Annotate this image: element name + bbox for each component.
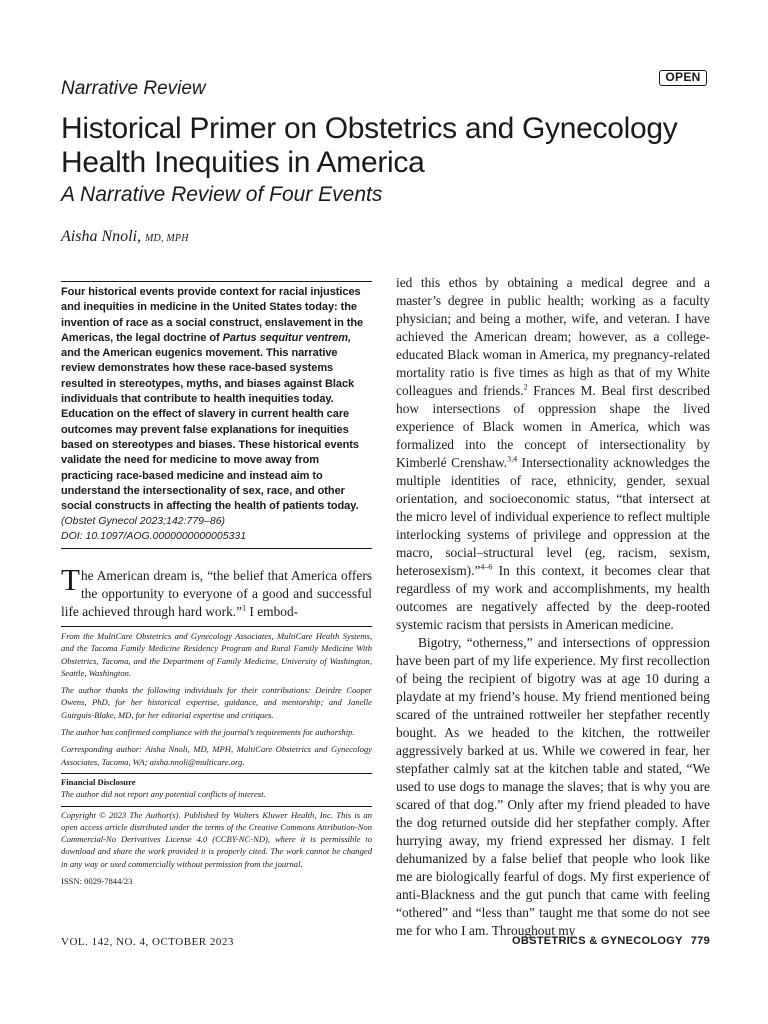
body-column-right bbox=[396, 274, 710, 940]
abstract-top-rule bbox=[61, 281, 372, 282]
journal-citation: (Obstet Gynecol 2023;142:779–86) bbox=[61, 515, 226, 527]
copyright-notice: Copyright © 2023 The Author(s). Published by Wolters Kluwer Health, Inc. This is an open access article distributed under the terms of the Creative Commons Attribution-Non Commercial-No Derivatives License 4.0 (CCBY-NC-ND), where it is permissible to download and share the work provided it is properly cited. The work cannot be changed in any way or used commercially without permission from the journal. bbox=[61, 809, 372, 869]
disclosure-rule bbox=[61, 773, 372, 774]
body-text: Intersectionality acknowledges the multiple identities of race, ethnicity, gender, sexual orientation, and socioeconomic status, “that intersect at the micro level of individual experience to reflect multiple interlocking systems of privilege and oppression at the macro, social–structural level (eg, racism, sexism, heterosexism).” bbox=[396, 455, 710, 578]
abstract bbox=[61, 285, 372, 514]
abstract-text-part2: and the American eugenics movement. This narrative review demonstrates how these race-based systems resulted in stereotypes, myths, and biases against Black individuals that contribute to health inequities today. Education on the effect of slavery in current health care outcomes may prevent false explanations for inequities based on stereotypes and biases. These historical events validate the need for medicine to move away from practicing race-based medicine and instead aim to understand the intersectionality of sex, race, and other social constructs in affecting the health of patients today. bbox=[61, 347, 359, 513]
footnote-thanks: The author thanks the following individuals for their contributions: Deirdre Cooper Owens, PhD, for her historical expertise, guidance, and mentorship; and Janelle Guirguis-Blake, MD, for her editorial expertise and critiques. bbox=[61, 685, 372, 720]
body-text: ied this ethos by obtaining a medical degree and a master’s degree in public health; working as a faculty physician; and being a mother, wife, and veteran. I have achieved the American dream; however, as a college-educated Black woman in America, my pregnancy-related mortality ratio is five times as high as that of my White colleagues and friends. bbox=[396, 275, 710, 398]
footnote-compliance: The author has confirmed compliance with the journal’s requirements for authorship. bbox=[61, 727, 355, 738]
issn: ISSN: 0029-7844/23 bbox=[61, 876, 133, 887]
drop-cap: T bbox=[61, 562, 80, 597]
disclosure-text: The author did not report any potential conflicts of interest. bbox=[61, 789, 266, 800]
page-number: 779 bbox=[690, 935, 710, 947]
footer-journal bbox=[512, 935, 710, 947]
reference-sup[interactable]: 4–6 bbox=[480, 562, 493, 572]
article-subtitle: A Narrative Review of Four Events bbox=[61, 183, 383, 206]
article-title: Historical Primer on Obstetrics and Gynecology Health Inequities in America bbox=[61, 112, 678, 179]
copyright-rule bbox=[61, 806, 372, 807]
author-byline bbox=[61, 226, 189, 250]
body-text: In this context, it becomes clear that regardless of my work and accomplishments, my health outcomes are negatively affected by the deep-rooted systemic racism that persists in American medicine. bbox=[396, 563, 710, 632]
reference-sup[interactable]: 1 bbox=[242, 603, 247, 613]
intro-text: he American dream is, “the belief that America offers the opportunity to everyone of a good and successful life achieved through hard work.” bbox=[61, 568, 372, 619]
footer-journal-name: OBSTETRICS & GYNECOLOGY bbox=[512, 935, 683, 947]
abstract-bottom-rule bbox=[61, 548, 372, 549]
reference-sup[interactable]: 2 bbox=[523, 382, 528, 392]
footnote-corresponding: Corresponding author: Aisha Nnoli, MD, MPH, MultiCare Obstetrics and Gynecology Associates, Tacoma, WA; aisha.nnoli@multicare.org. bbox=[61, 744, 372, 767]
intro-tail: I embod- bbox=[246, 604, 299, 619]
body-paragraph bbox=[396, 274, 710, 634]
abstract-text-part1: Four historical events provide context for racial injustices and inequities in medicine in the United States today: the invention of race as a social construct, enslavement in the Americas, the legal doctrine of bbox=[61, 286, 364, 344]
open-access-badge: OPEN bbox=[659, 70, 707, 86]
body-text: Frances M. Beal first described how intersections of oppression shape the lived experience of Black women in America, which was formalized into the concept of intersectionality by Kimberlé Crenshaw. bbox=[396, 383, 710, 470]
footnotes bbox=[61, 630, 372, 892]
abstract-italic-term: Partus sequitur ventrem, bbox=[222, 331, 352, 344]
author-credentials: MD, MPH bbox=[145, 233, 189, 244]
body-paragraph: Bigotry, “otherness,” and intersections of oppression have been part of my life experience. My first recollection of being the recipient of bigotry was at age 10 during a playdate at my friend’s house. My friend mentioned being scared of the untrained rottweiler her stepfather recently bought. As we headed to the kitchen, the rottweiler aggressively barked at us. While we cowered in fear, her stepfather calmly sat at the kitchen table and stated, “We used to use dogs to manage the slaves; that is why you are scared of that dog.” Only after my friend pleaded to have the dog returned outside did her stepfather comply. After hurrying away, my friend expressed her dismay. I felt dehumanized by a false belief that people who look like me are biologically fearful of dogs. My first experience of anti-Blackness and the gut punch that came with feeling “othered” and “less than” taught me that some do not see me for who I am. Throughout my bbox=[396, 635, 710, 938]
reference-sup[interactable]: 3,4 bbox=[507, 454, 518, 464]
footer-issue: VOL. 142, NO. 4, OCTOBER 2023 bbox=[61, 936, 234, 948]
author-name: Aisha Nnoli, bbox=[61, 228, 142, 245]
citation-block bbox=[61, 514, 372, 544]
section-label: Narrative Review bbox=[61, 78, 206, 99]
footnote-rule bbox=[61, 626, 372, 627]
doi-link[interactable]: DOI: 10.1097/AOG.0000000000005331 bbox=[61, 530, 247, 542]
intro-paragraph bbox=[61, 562, 372, 621]
disclosure-heading: Financial Disclosure bbox=[61, 776, 136, 787]
footnote-affiliation: From the MultiCare Obstetrics and Gynecology Associates, MultiCare Health Systems, and the Tacoma Family Medicine Residency Program and Rural Family Medicine With Obstetrics, Tacoma, and the Department of Family Medicine, University of Washington, Seattle, Washington. bbox=[61, 631, 372, 678]
